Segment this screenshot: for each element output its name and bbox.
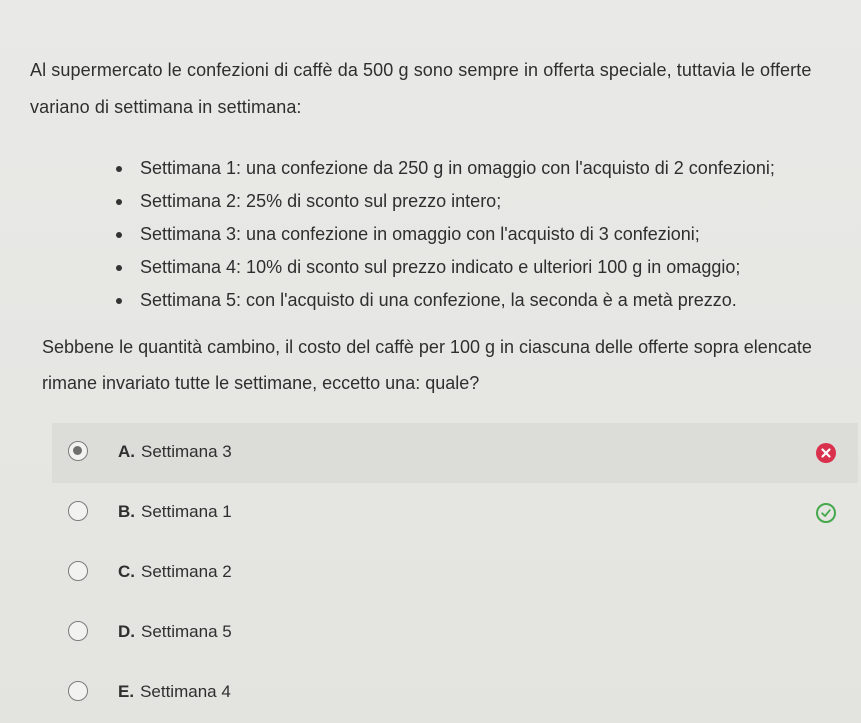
answer-option-d[interactable]: [52, 603, 858, 663]
radio-button-b[interactable]: [68, 501, 88, 521]
list-item-text: Settimana 2: 25% di sconto sul prezzo intero;: [140, 191, 502, 211]
bullet-icon: [116, 265, 122, 271]
list-item: [112, 284, 857, 317]
answer-options: [52, 423, 858, 723]
list-item: [112, 218, 857, 251]
bullet-icon: [116, 232, 122, 238]
radio-button-e[interactable]: [68, 681, 88, 701]
offers-list: [112, 152, 857, 317]
answer-option-a[interactable]: [52, 423, 858, 483]
option-label: Settimana 5: [141, 622, 232, 641]
answer-option-e[interactable]: [52, 663, 858, 723]
answer-option-b[interactable]: [52, 483, 858, 543]
list-item: [112, 185, 857, 218]
option-text: [118, 622, 232, 642]
question-intro: Al supermercato le confezioni di caffè da 500 g sono sempre in offerta speciale, tuttavia le offerte variano di settimana in settimana:: [30, 60, 812, 117]
option-label: Settimana 4: [140, 682, 231, 701]
option-label: Settimana 1: [141, 502, 232, 521]
option-text: [118, 562, 232, 582]
list-item-text: Settimana 3: una confezione in omaggio con l'acquisto di 3 confezioni;: [140, 224, 700, 244]
option-label: Settimana 2: [141, 562, 232, 581]
option-letter: D.: [118, 622, 135, 641]
bullet-icon: [116, 199, 122, 205]
radio-button-a[interactable]: [68, 441, 88, 461]
option-letter: B.: [118, 502, 135, 521]
radio-button-c[interactable]: [68, 561, 88, 581]
list-item: [112, 152, 857, 185]
option-letter: A.: [118, 442, 135, 461]
radio-button-d[interactable]: [68, 621, 88, 641]
bullet-icon: [116, 298, 122, 304]
list-item-text: Settimana 5: con l'acquisto di una confezione, la seconda è a metà prezzo.: [140, 290, 737, 310]
question-text: Sebbene le quantità cambino, il costo del caffè per 100 g in ciascuna delle offerte sopra elencate rimane invariato tutte le settimane, eccetto una: quale?: [42, 337, 812, 393]
option-label: Settimana 3: [141, 442, 232, 461]
option-text: [118, 682, 231, 702]
option-text: [118, 502, 232, 522]
option-text: [118, 442, 232, 462]
check-circle-icon: [816, 503, 836, 523]
x-icon: [816, 443, 836, 463]
list-item: [112, 251, 857, 284]
answer-option-c[interactable]: [52, 543, 858, 603]
list-item-text: Settimana 1: una confezione da 250 g in omaggio con l'acquisto di 2 confezioni;: [140, 158, 775, 178]
list-item-text: Settimana 4: 10% di sconto sul prezzo indicato e ulteriori 100 g in omaggio;: [140, 257, 741, 277]
bullet-icon: [116, 166, 122, 172]
option-letter: E.: [118, 682, 135, 701]
option-letter: C.: [118, 562, 135, 581]
